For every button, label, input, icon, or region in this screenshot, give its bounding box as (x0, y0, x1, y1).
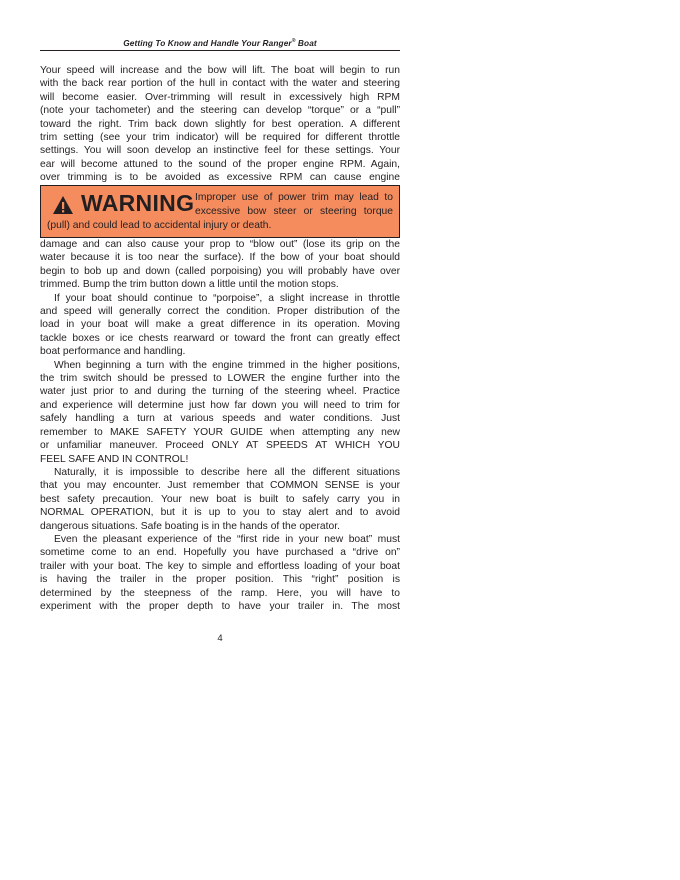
text-line: tackle boxes or ice chests rearward or toward the front can greatly effect (40, 332, 400, 344)
text-line: experiment with the proper depth to have your trailer in. The most (40, 600, 400, 612)
text-line: (note your tachometer) and the steering can develop “torque” or a “pull” (40, 105, 400, 117)
text-line: and speed will generally correct the condition. Proper distribution of the (40, 306, 400, 318)
text-line: and experience will determine just how far down you will need to trim for (40, 399, 400, 411)
header-title-end: Boat (295, 38, 317, 48)
paragraph (40, 359, 400, 466)
text-line: NORMAL OPERATION, but it is up to you to stay alert and to avoid (40, 507, 400, 519)
warning-line: excessive bow steer or steering torque (195, 206, 393, 217)
text-line: load in your boat will make a great difference in its operation. Moving (40, 319, 400, 331)
text-line: begin to bob up and down (called porpoising) you will probably have over (40, 265, 400, 277)
header-title: Getting To Know and Handle Your Ranger (123, 38, 292, 48)
text-line: over trimming is to be avoided as excessive RPM can cause engine (40, 172, 400, 184)
paragraph (40, 238, 400, 292)
text-line: boat performance and handling. (40, 346, 186, 358)
warning-label: WARNING (81, 190, 195, 216)
text-line: If your boat should continue to “porpoise”, a slight increase in throttle (54, 292, 400, 304)
text-line: water because it is too near the surface). If the bow of your boat should (40, 252, 400, 264)
text-line: that you may encounter. Just remember that COMMON SENSE is your (40, 480, 400, 492)
text-line: remember to MAKE SAFETY YOUR GUIDE when attempting any new (40, 426, 400, 438)
text-line: is having the trailer in the proper position. This “right” position is (40, 574, 400, 586)
header-rule (40, 50, 400, 51)
text-line: trailer with your boat. The key to simple and effortless loading of your boat (40, 560, 400, 572)
text-line: safely handling a turn at various speeds and water conditions. Just (40, 413, 400, 425)
text-line: dangerous situations. Safe boating is in the hands of the operator. (40, 520, 340, 532)
text-line: trimmed. Bump the trim button down a little until the motion stops. (40, 279, 339, 291)
text-line: with the back rear portion of the hull in contact with the water and steering (40, 78, 400, 90)
warning-text-right (195, 191, 393, 219)
text-line: FEEL SAFE AND IN CONTROL! (40, 453, 189, 465)
warning-triangle-icon (52, 195, 74, 215)
paragraph (40, 466, 400, 533)
warning-line: (pull) and could lead to accidental injury or death. (47, 220, 272, 231)
body-text-top (40, 64, 400, 185)
text-line: water just prior to and during the turning of the steering wheel. Practice (40, 386, 400, 398)
text-line: toward the right. Trim back down slightly for best operation. A different (40, 118, 400, 130)
text-line: sometime come to an end. Hopefully you have purchased a “drive on” (40, 547, 400, 559)
registered-mark: ® (291, 38, 296, 45)
text-line: trim setting (see your trim indicator) will be required for different throttle (40, 132, 400, 144)
text-line: the trim switch should be pressed to LOWER the engine further into the (40, 373, 400, 385)
text-line: will become easier. Over-trimming will result in excessively high RPM (40, 91, 400, 103)
text-line: or unfamiliar maneuver. Proceed ONLY AT SPEEDS AT WHICH YOU (40, 440, 400, 452)
body-text-bottom (40, 238, 400, 613)
text-line: determined by the steepness of the ramp. Here, you will have to (40, 587, 400, 599)
text-line: When beginning a turn with the engine trimmed in the higher positions, (54, 359, 400, 371)
text-line: ear will become attuned to the sound of the proper engine RPM. Again, (40, 158, 400, 170)
text-line: Your speed will increase and the bow will lift. The boat will begin to run (40, 65, 400, 76)
running-header (40, 38, 400, 48)
paragraph (40, 533, 400, 613)
warning-line: Improper use of power trim may lead to (195, 192, 393, 203)
text-line: Even the pleasant experience of the “first ride in your new boat” must (54, 533, 400, 545)
text-line: best safety precaution. Your new boat is built to safely carry you in (40, 493, 400, 505)
page-number: 4 (217, 633, 223, 644)
warning-box (40, 185, 400, 238)
text-line: damage and can also cause your prop to “blow out” (lose its grip on the (40, 239, 400, 250)
paragraph (40, 292, 400, 359)
text-line: Naturally, it is impossible to describe here all the different situations (54, 466, 400, 478)
text-line: settings. You will soon develop an instinctive feel for these settings. Your (40, 145, 400, 157)
